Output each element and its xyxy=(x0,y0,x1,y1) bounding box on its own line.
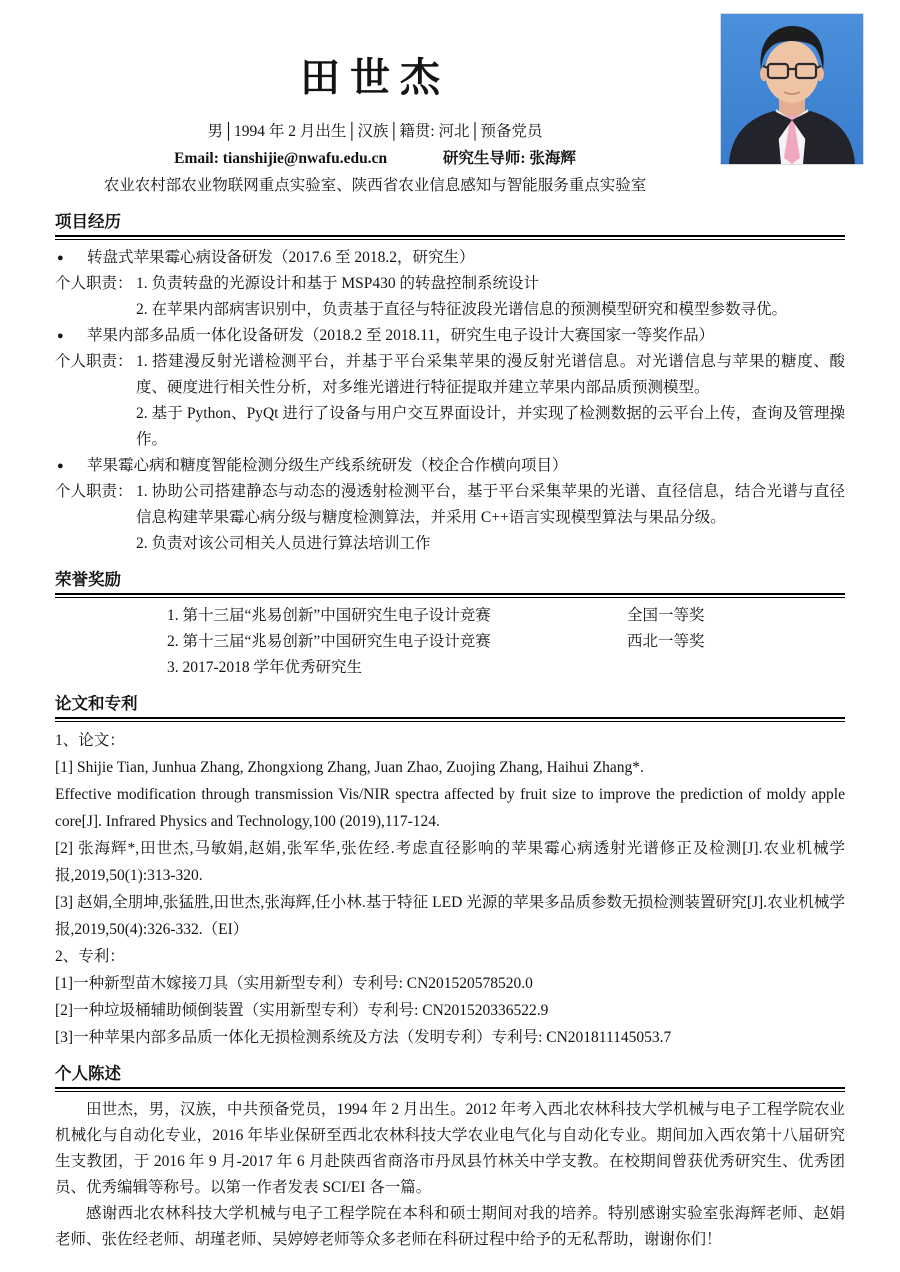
honor-award xyxy=(627,655,845,681)
section-title-projects: 项目经历 xyxy=(55,208,845,237)
portrait-photo xyxy=(721,14,863,164)
duty-list xyxy=(136,349,845,453)
statement-paragraph: 感谢西北农林科技大学机械与电子工程学院在本科和硕士期间对我的培养。特别感谢实验室张海辉老师、赵娟老师、张佐经老师、胡瑾老师、吴婷婷老师等众多老师在科研过程中给予的无私帮助，谢谢你们！ xyxy=(55,1205,845,1248)
honor-award: 西北一等奖 xyxy=(627,633,705,650)
duty-label: 个人职责： xyxy=(55,483,133,500)
honor-row xyxy=(55,603,845,629)
honor-award: 全国一等奖 xyxy=(627,607,705,624)
candidate-name: 田世杰 xyxy=(300,55,450,100)
statement-paragraph: 田世杰，男，汉族，中共预备党员，1994 年 2 月出生。2012 年考入西北农林科技大学机械与电子工程学院农业机械化与自动化专业，2016 年毕业保研至西北农林科技大学农业电气化与自动化专业。期间加入西农第十八届研究生支教团，于 2016 年 9 月-2017 年 6 月赴陕西省商洛市丹凤县竹林关中学支教。在校期间曾获优秀研究生、优秀团员、优秀编辑等称号。以第一作者发表 SCI/EI 各一篇。 xyxy=(55,1101,845,1196)
honor-name: 1. 第十三届“兆易创新”中国研究生电子设计竞赛 xyxy=(167,607,491,624)
honor-row xyxy=(55,655,845,681)
contact-line xyxy=(55,145,695,172)
project-duties xyxy=(55,271,845,323)
patent-entry: [2]一种垃圾桶辅助倾倒装置（实用新型专利）专利号: CN201520336522.9 xyxy=(55,1002,549,1019)
resume-header xyxy=(55,0,845,199)
section-title-statement: 个人陈述 xyxy=(55,1060,845,1089)
honor-row xyxy=(55,629,845,655)
patent-entry: [1]一种新型苗木嫁接刀具（实用新型专利）专利号: CN201520578520.0 xyxy=(55,975,533,992)
duty-item: 2. 负责对该公司相关人员进行算法培训工作 xyxy=(136,535,431,552)
honor-name: 2. 第十三届“兆易创新”中国研究生电子设计竞赛 xyxy=(167,633,491,650)
papers-label: 1、论文： xyxy=(55,732,125,749)
bullet-icon: ● xyxy=(57,460,64,472)
project-row xyxy=(55,453,845,479)
email-label: Email: xyxy=(174,150,219,167)
section-projects xyxy=(55,208,845,557)
patents-label: 2、专利： xyxy=(55,948,125,965)
duty-item: 1. 搭建漫反射光谱检测平台，并基于平台采集苹果的漫反射光谱信息。对光谱信息与苹果的糖度、酸度、硬度进行相关性分析，对多维光谱进行特征提取并建立苹果内部品质预测模型。 xyxy=(136,353,845,396)
honor-name: 3. 2017-2018 学年优秀研究生 xyxy=(167,659,363,676)
advisor-info: 研究生导师: 张海辉 xyxy=(442,150,576,167)
section-publications xyxy=(55,690,845,1051)
project-duties xyxy=(55,349,845,453)
patent-entry: [3]一种苹果内部多品质一体化无损检测系统及方法（发明专利）专利号: CN201811145053.7 xyxy=(55,1029,672,1046)
paper-authors: [1] Shijie Tian, Junhua Zhang, Zhongxiong Zhang, Juan Zhao, Zuojing Zhang, Haihui Zhang*. xyxy=(55,759,644,776)
project-row xyxy=(55,245,845,271)
project-duties xyxy=(55,479,845,557)
bullet-icon: ● xyxy=(57,252,64,264)
paper-entry: [2] 张海辉*,田世杰,马敏娟,赵娟,张军华,张佐经.考虑直径影响的苹果霉心病透射光谱修正及检测[J].农业机械学报,2019,50(1):313-320. xyxy=(55,840,845,884)
section-honors xyxy=(55,566,845,681)
project-title: 苹果内部多品质一体化设备研发（2018.2 至 2018.11，研究生电子设计大赛国家一等奖作品） xyxy=(87,327,715,344)
duty-item: 1. 负责转盘的光源设计和基于 MSP430 的转盘控制系统设计 xyxy=(136,275,540,292)
duty-label: 个人职责： xyxy=(55,353,133,370)
labs-line: 农业农村部农业物联网重点实验室、陕西省农业信息感知与智能服务重点实验室 xyxy=(103,177,647,194)
section-title-honors: 荣誉奖励 xyxy=(55,566,845,595)
paper-entry: [3] 赵娟,全朋坤,张猛胜,田世杰,张海辉,任小林.基于特征 LED 光源的苹果多品质参数无损检测装置研究[J].农业机械学报,2019,50(4):326-332.（EI） xyxy=(55,894,845,938)
bullet-icon: ● xyxy=(57,330,64,342)
project-title: 苹果霉心病和糖度智能检测分级生产线系统研发（校企合作横向项目） xyxy=(87,457,568,474)
project-row xyxy=(55,323,845,349)
duty-item: 1. 协助公司搭建静态与动态的漫透射检测平台，基于平台采集苹果的光谱、直径信息，结合光谱与直径信息构建苹果霉心病分级与糖度检测算法，并采用 C++语言实现模型算法与果品分级。 xyxy=(136,483,845,526)
duty-item: 2. 在苹果内部病害识别中，负责基于直径与特征波段光谱信息的预测模型研究和模型参数寻优。 xyxy=(136,301,788,318)
section-title-publications: 论文和专利 xyxy=(55,690,845,719)
duty-label: 个人职责： xyxy=(55,275,133,292)
project-title: 转盘式苹果霉心病设备研发（2017.6 至 2018.2，研究生） xyxy=(87,249,475,266)
portrait-illustration xyxy=(721,14,863,164)
section-statement xyxy=(55,1060,845,1253)
email-value: tianshijie@nwafu.edu.cn xyxy=(222,150,388,167)
duty-list xyxy=(136,271,845,323)
header-text xyxy=(55,54,695,199)
duty-list xyxy=(136,479,845,557)
basic-info-line: 男│1994 年 2 月出生│汉族│籍贯: 河北│预备党员 xyxy=(207,123,543,140)
duty-item: 2. 基于 Python、PyQt 进行了设备与用户交互界面设计，并实现了检测数据的云平台上传，查询及管理操作。 xyxy=(136,405,845,448)
paper-entry: Effective modification through transmission Vis/NIR spectra affected by fruit size to improve the prediction of moldy apple core[J]. Infrared Physics and Technology,100 (2019),117-124. xyxy=(55,786,845,830)
